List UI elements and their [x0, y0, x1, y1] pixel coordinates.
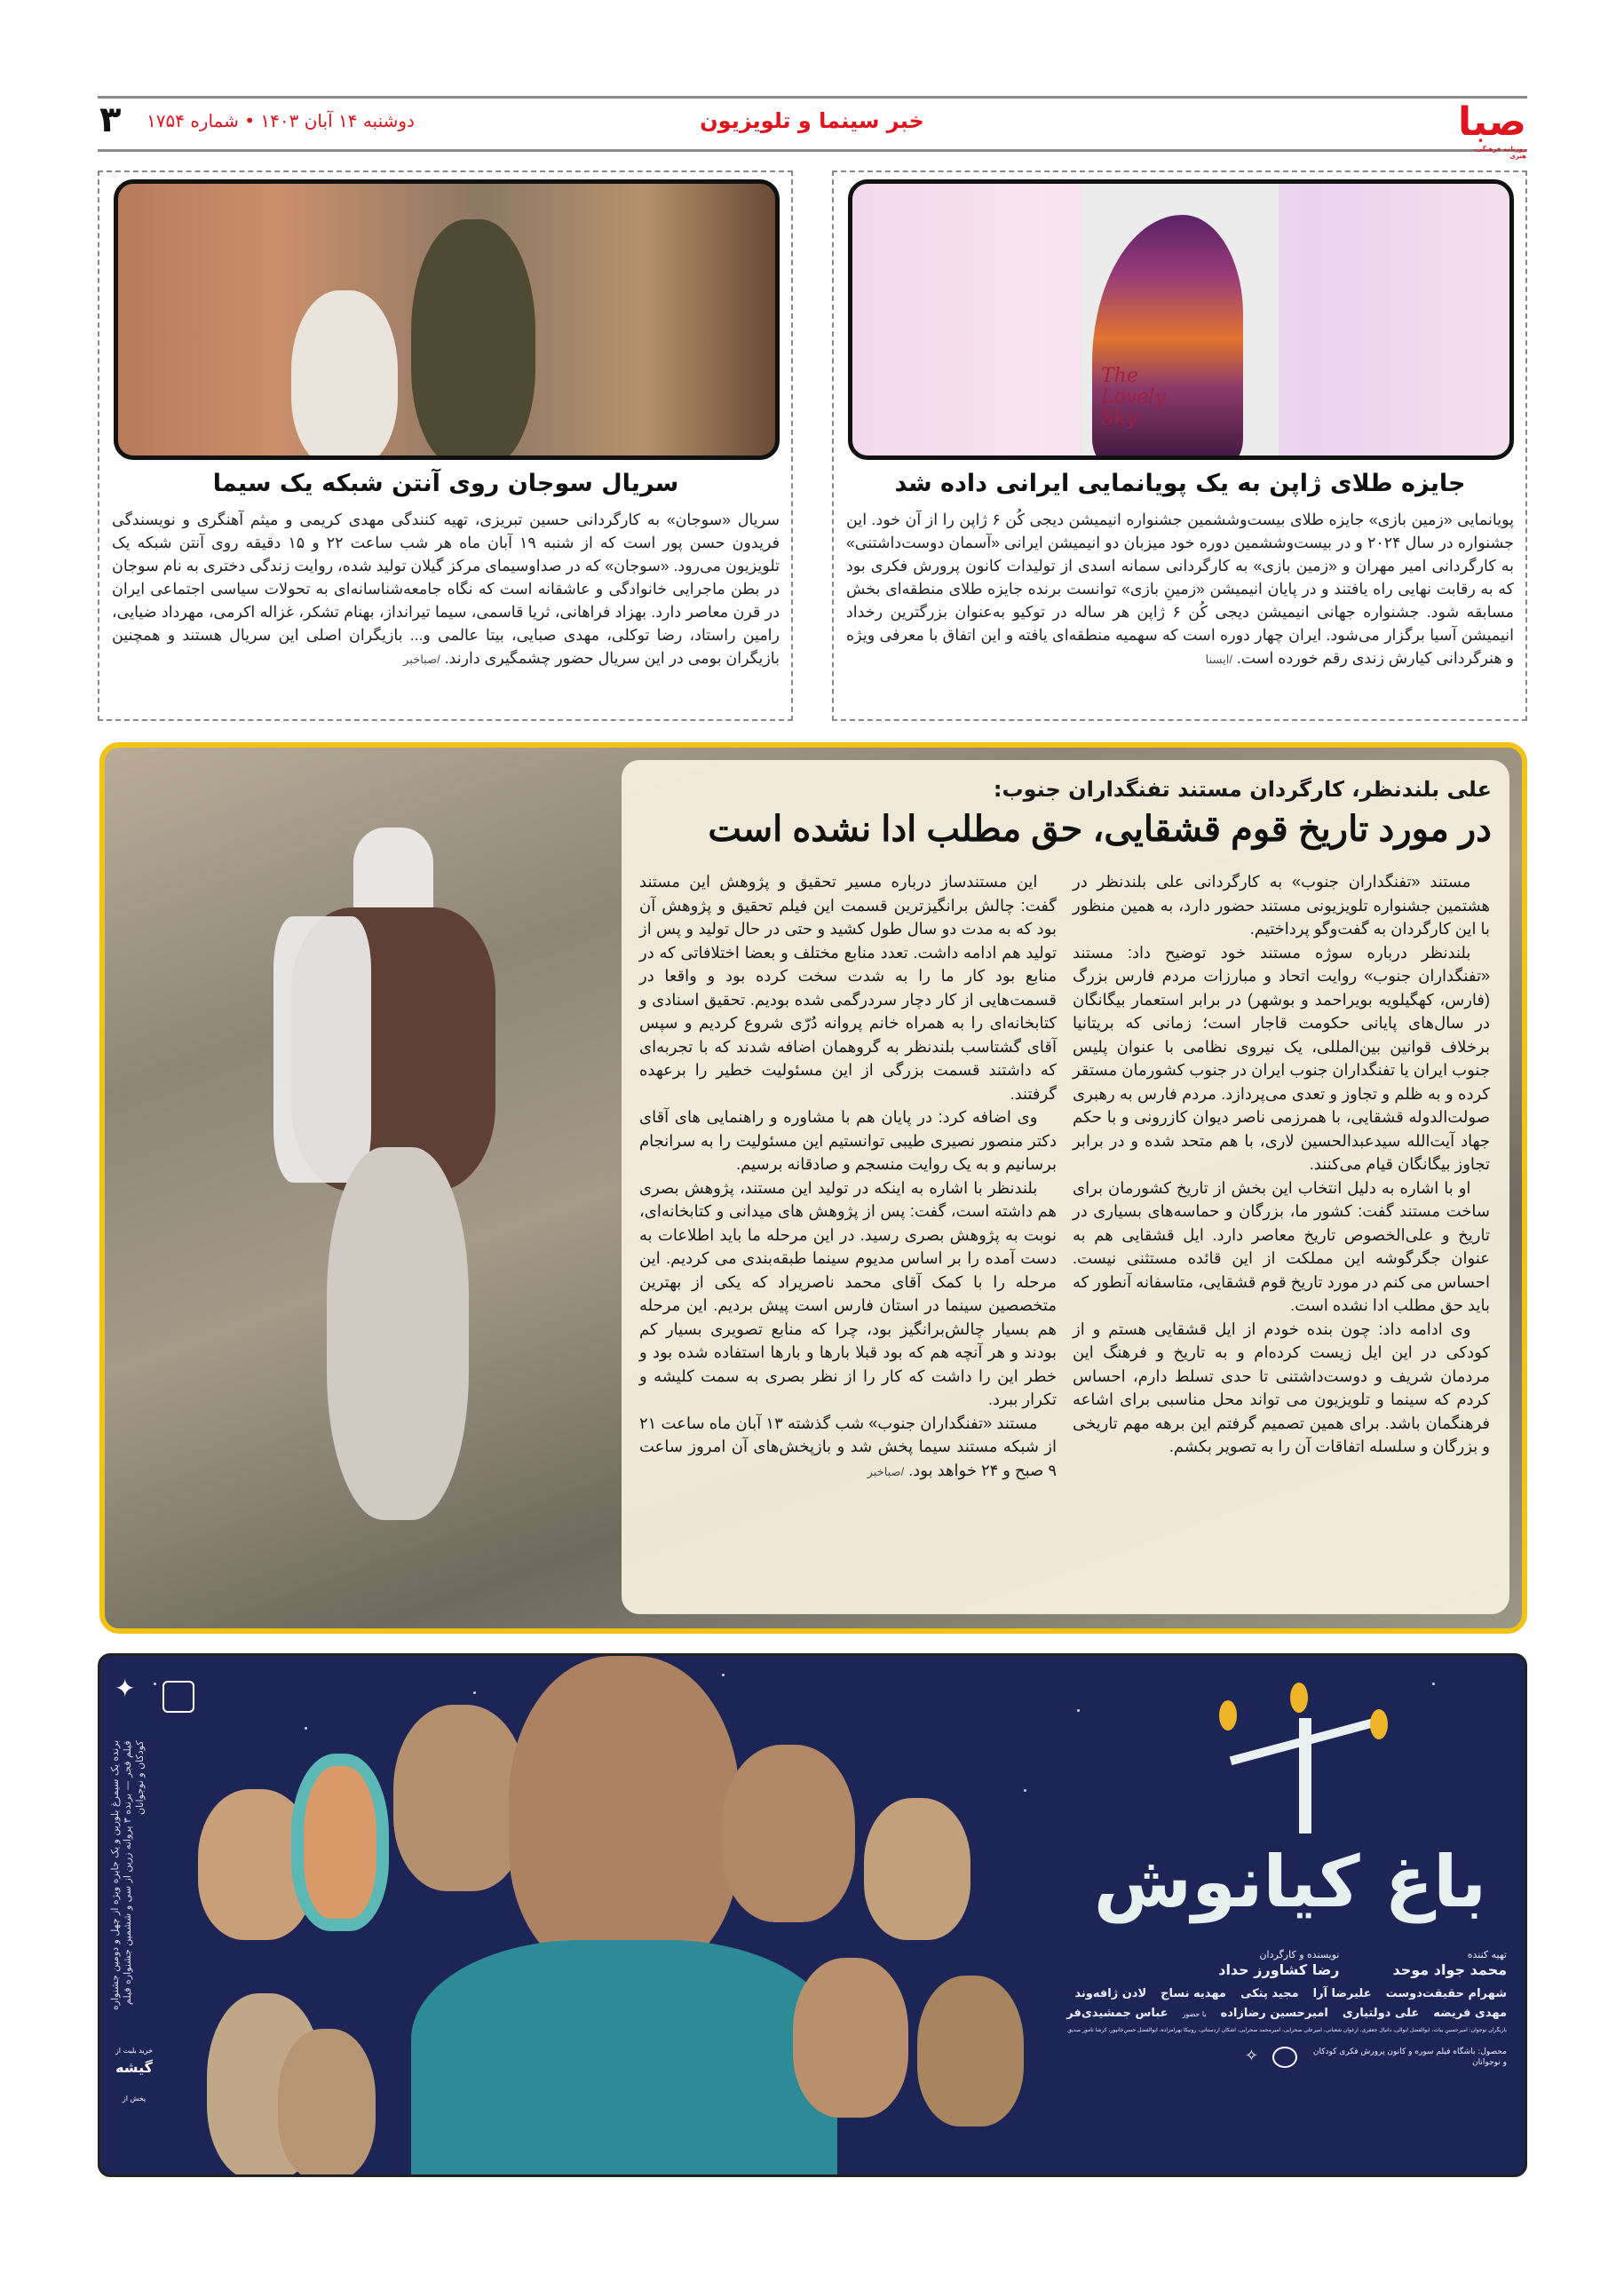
character-boy-3	[793, 1958, 908, 2118]
cast-row-2: مهدی فریضه علی دولتیاری امیرحسین رضازاده با حضور عباس جمشیدی‌فر	[1066, 2007, 1507, 2020]
actor-figure	[291, 290, 398, 460]
news-box-animation-award	[832, 170, 1527, 721]
article-image-lovely-sky	[848, 179, 1514, 460]
production-credit: محصول: باشگاه فیلم سوره و کانون پرورش فکری کودکان و نوجوانان	[1312, 2047, 1507, 2067]
minor-cast: بازیگران نوجوان: امیرحسین بیات، ابوالفضل ابوالی، دانیال جعفری، ارغوان شعبانی، امیرعلی صحرایی، امیرمحمد صحرایی، اشکان اردستانی، رونیکا بهرامزاده، ابوالفضل حسن‌خانپور، کرشا نامور صدیق	[1067, 2027, 1507, 2033]
character-bearded-man	[509, 1656, 740, 1976]
director-label: نویسنده و کارگردان	[1259, 1949, 1340, 1960]
article-body: پویانمایی «زمین بازی» جایزه طلای بیست‌وششمین جشنواره انیمیشن دیجی کُن ۶ ژاپن را از آن خود. این جشنواره در سال ۲۰۲۴ و در بیست‌وششمین دوره خود میزبان دو انیمیشن ایرانی «آسمان دوست‌داشتنی» به کارگردانی امیر مهران و «زمین بازی» به کارگردانی سمانه اسدی از تولیدات کانون پرورش فکری بود که به رقابت نهایی راه یافتند و در پایان انیمیشن «زمینِ بازی» توانست برنده جایزه طلای منطقه‌ای بخش مسابقه شود. جشنواره جهانی انیمیشن دیجی کُن ۶ ژاپن هر ساله در توکیو به‌عنوان بزرگترین رخداد انیمیشن آسیا برگزار می‌شود. ایران چهار دوره است که سهمیه منطقه‌ای یافته و این اتفاق با معرفی ویژه و هنرگردانی کیارش زندی رقم خورده است. /ایسنا	[846, 511, 1514, 667]
director-credit	[1218, 1949, 1339, 1979]
kicker: علی بلندنظر، کارگردان مستند تفنگداران جنوب:	[993, 777, 1492, 802]
festival-logo-icon	[162, 1681, 194, 1713]
poster-credits	[974, 1949, 1507, 2068]
character-girl	[291, 1754, 389, 1931]
tree-illustration	[1192, 1683, 1423, 1833]
producer-name: محمد جواد موحد	[1392, 1961, 1507, 1978]
article-image-sujan	[114, 179, 780, 460]
column-left: این مستندساز درباره مسیر تحقیق و پژوهش این مستند گفت: چالش برانگیزترین قسمت این فیلم تحقیق و پژوهش آن بود که به مدت دو سال طول کشید و حتی در حال تولید و پس از تولید هم ادامه داشت. تعدد منابع مختلف و بعضا اختلافاتی که در منابع بود کار ما را به شدت سخت کرده بود و واقعا در قسمت‌هایی از کار دچار سردرگمی شده بودیم. تحقیق اسنادی و کتابخانه‌ای را به همراه خانم پروانه دُرّی شروع کردیم و سپس آقای گشتاسب بلندنظر به گروهمان اضافه شدند که با تجربه‌ای که داشتند قسمت بزرگی از این مسئولیت خطیر را برعهده گرفتند. وی اضافه کرد: در پایان هم با مشاوره و راهنمایی های آقای دکتر منصور نصیری طیبی توانستیم این مسئولیت را به سرانجام برسانیم و به یک روایت منسجم و صادقانه برسیم. بلندنظر با اشاره به اینکه در تولید این مستند، پژوهش بصری هم داشته است، گفت: پس از پژوهش های میدانی و کتابخانه‌ای، نوبت به پژوهش بصری رسید. در این مرحله ما باید اطلاعات به دست آمده را بر اساس مدیوم سینما طبقه‌بندی می کردیم. این مرحله را با کمک آقای محمد ناصریراد که یکی از بهترین متخصصین سینما در استان فارس است پیش بردیم. این مرحله هم بسیار چالش‌برانگیز بود، چرا که منابع تصویری بسیار کم بودند و هر آنچه هم که بود قبلا بارها و بارها استفاده شده بود و خطر این را داشت که کار را از نظر بصری به سمت کلیشه و تکرار ببرد. مستند «تفنگداران جنوب» شب گذشته ۱۳ آبان ماه ساعت ۲۱ از شبکه مستند سیما پخش شد و بازپخش‌های آن امروز ساعت ۹ صبح و ۲۴ خواهد بود. /صباخبر	[639, 873, 1057, 1479]
photo-woman-on-horse	[256, 828, 522, 1502]
release-label: پخش از	[122, 2095, 147, 2103]
kanoon-logo-icon: ✧	[1244, 2047, 1258, 2065]
article-text-panel	[622, 760, 1509, 1614]
header-bottom-rule	[98, 149, 1527, 152]
ticket-label: خرید بلیت از	[115, 2047, 154, 2055]
character-man-2	[722, 1745, 855, 1922]
gisheh-logo[interactable]: گیشه	[115, 2059, 153, 2076]
producer-credit	[1392, 1949, 1507, 1979]
simorgh-logo-icon: ✦	[115, 1674, 136, 1703]
movie-poster-ad	[98, 1653, 1527, 2177]
director-name: رضا کشاورز حداد	[1218, 1961, 1340, 1978]
article-body: سریال «سوجان» به کارگردانی حسین تبریزی، تهیه کنندگی مهدی کریمی و میثم آهنگری و نویسندگی فریدون حسن پور است که از شنبه ۱۹ آبان ماه هر شب ساعت ۲۲ و ۱۵ دقیقه روی آنتن شبکه یک تلویزیون می‌رود. «سوجان» که در صداوسیمای مرکز گیلان تولید شده، روایت زندگی دختری به نام سوجان در بطن ماجرایی خانوادگی و عاشقانه است که نگاه جامعه‌شناسانه‌ای به تحولات سیاسی اجتماعی ایران در قرن معاصر دارد. بهزاد فراهانی، ثریا قاسمی، سیما تیرانداز، بهنام تشکر، غزاله اکرمی، مهرداد ضیایی، رامین راستاد، رضا توکلی، مهدی صبایی، بیتا عالمی و... بازیگران اصلی این سریال هستند و همچنین بازیگران بومی در این سریال حضور چشمگیری دارند. /صباخبر	[112, 511, 780, 667]
awards-text: برنده یک سیمرغ بلورین و یک جایزه ویژه از چهل و دومین جشنواره فیلم فجر — برنده ۳ پروانه زرین از سی و ششمین جشنواره فیلم کودکان و نوجوانان	[109, 1740, 146, 2011]
poster-film-title: باغ کیانوش	[1093, 1841, 1487, 1923]
dateline: دوشنبه ۱۴ آبان ۱۴۰۳ • شماره ۱۷۵۴	[147, 110, 415, 131]
section-title: خبر سینما و تلویزیون	[700, 108, 924, 133]
headline: جایزه طلای ژاپن به یک پویانمایی ایرانی داده شد	[894, 470, 1466, 497]
feature-headline: در مورد تاریخ قوم قشقایی، حق مطلب ادا نشده است	[708, 810, 1492, 849]
poster-title-text: The Lovely Sky	[1101, 365, 1166, 430]
header-top-rule	[98, 96, 1527, 99]
producer-label: تهیه کننده	[1467, 1949, 1507, 1960]
page-number: ۳	[99, 99, 122, 140]
actor-figure-uniform	[411, 219, 535, 460]
column-right: مستند «تفنگداران جنوب» به کارگردانی علی بلندنظر در هشتمین جشنواره تلویزیونی مستند حضور دارد، به همین منظور با این کارگردان به گفت‌وگو پرداختیم. بلندنظر درباره سوژه مستند خود توضیح داد: مستند «تفنگداران جنوب» روایت اتحاد و مبارزات مردم فارس بزرگ (فارس، کهگیلویه بویراحمد و بوشهر) در برابر استعمار بیگانگان در سال‌های پایانی حکومت قاجار است؛ زمانی که بریتانیا برخلاف قوانین بین‌المللی، یک نیروی نظامی با عنوان پلیس جنوب ایران یا تفنگداران جنوب ایران در جنوب کشورمان مستقر کرده و به ظلم و تجاوز و تعدی می‌پردازد. مردم فارس به رهبری صولت‌الدوله قشقایی، با همرزمی ناصر دیوان کازرونی و با حکم جهاد آیت‌الله سیدعبدالحسین لاری، با هم متحد شده و در برابر تجاوز بیگانگان قیام می‌کنند. او با اشاره به دلیل انتخاب این بخش از تاریخ کشورمان برای ساخت مستند گفت: کشور ما، بزرگان و حماسه‌های بسیاری در تاریخ و علی‌الخصوص تاریخ معاصر دارد. ایل قشقایی هم به عنوان جگرگوشه این مملکت از این قائده مستثنی نیست. احساس می کنم در مورد تاریخ قوم قشقایی، متاسفانه آنطور که باید حق مطلب ادا نشده است. وی ادامه داد: چون بنده خودم از ایل قشقایی هستم و از کودکی در این ایل زیست کرده‌ام و به تاریخ و فرهنگ این مردمان شریف و دوست‌داشتنی تا حدی تسلط دارم، احساس کردم که سینما و تلویزیون می تواند محل مناسبی برای اشاعه فرهنگمان باشد. برای همین تصمیم گرفتم این برهه مهم تاریخی و بزرگان و سلسله اتفاقات آن را به تصویر بکشم.	[1073, 873, 1491, 1455]
character-boy-5	[278, 2029, 376, 2177]
production-row	[974, 2047, 1507, 2068]
feature-article	[99, 742, 1527, 1634]
character-boy-2	[864, 1798, 970, 1940]
news-box-sujan-series	[98, 170, 793, 721]
character-shirt	[411, 1940, 837, 2177]
movie-poster	[1081, 184, 1279, 455]
soore-logo-icon	[1272, 2047, 1297, 2068]
newspaper-logo[interactable]: صبا روزنامه فرهنگی، هنری	[1458, 99, 1526, 160]
headline: سریال سوجان روی آنتن شبکه یک سیما	[212, 470, 679, 497]
character-man	[393, 1705, 527, 1891]
cast-row-1: شهرام حقیقت‌دوست علیرضا آرا مجید پتکی مهدیه نساج لادن ژافه‌وند	[1074, 1987, 1507, 2000]
